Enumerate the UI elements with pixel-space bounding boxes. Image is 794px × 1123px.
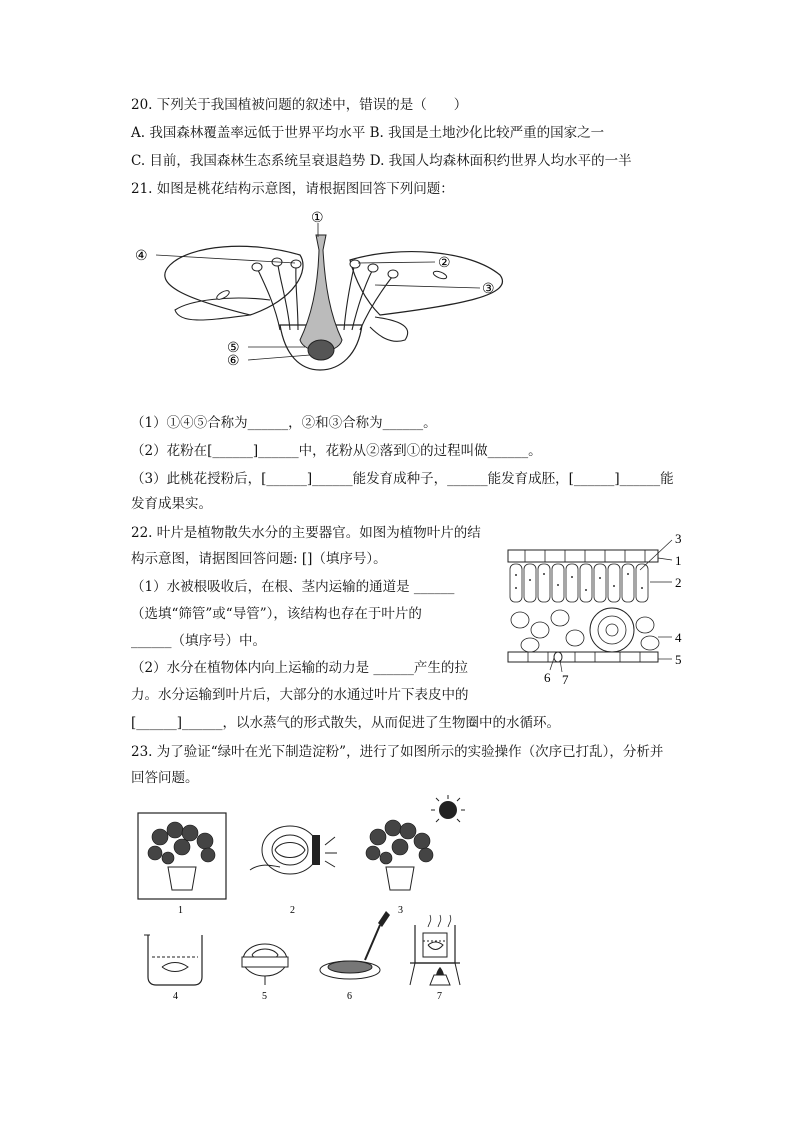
step-1-dark-plant (138, 813, 226, 916)
flower-label-4: ④ (135, 249, 148, 264)
sun-icon (439, 801, 457, 819)
q21-stem: 21. 如图是桃花结构示意图，请根据图回答下列问题： (131, 181, 454, 197)
step-label-3: 3 (398, 905, 403, 916)
step-4-beaker (144, 935, 202, 1002)
leaf-cross-section-diagram (500, 530, 700, 690)
q22-line7: 力。水分运输到叶片后，大部分的水通过叶片下表皮中的 (131, 687, 469, 703)
upper-epidermis (508, 550, 658, 562)
leaf-label-6: 6 (544, 670, 551, 685)
flower-label-3: ③ (482, 282, 495, 297)
sepal-right (370, 317, 408, 341)
q22-line8: [______]______，以水蒸气的形式散失，从而促进了生物圈中的水循环。 (131, 715, 561, 731)
q21-part1: （1）①④⑤合称为______，②和③合称为______。 (131, 415, 437, 431)
q23-line1: 23. 为了验证“绿叶在光下制造淀粉”，进行了如图所示的实验操作（次序已打乱），分析并 (131, 744, 664, 760)
leaf-label-2: 2 (675, 575, 682, 590)
step-label-7: 7 (437, 991, 442, 1002)
lower-epidermis (508, 652, 658, 662)
flower-label-1: ① (311, 211, 324, 226)
step-label-6: 6 (347, 991, 352, 1002)
q22-line5: ______（填序号）中。 (131, 633, 266, 649)
q20-stem: 20. 下列关于我国植被问题的叙述中，错误的是（ ） (131, 97, 468, 113)
q20-option-cd: C. 目前，我国森林生态系统呈衰退趋势 D. 我国人均森林面积约世界人均水平的一半 (131, 153, 632, 169)
pistil (300, 235, 342, 351)
step-3-sun-plant (366, 795, 465, 916)
anthers (215, 258, 447, 301)
flower-label-5: ⑤ (227, 341, 240, 356)
step-5-covered-leaf (242, 944, 288, 1002)
q20-option-ab: A. 我国森林覆盖率远低于世界平均水平 B. 我国是土地沙化比较严重的国家之一 (131, 125, 605, 141)
q21-part2: （2）花粉在[______]______中，花粉从②落到①的过程叫做______。 (131, 443, 542, 459)
leaf-label-4: 4 (675, 630, 682, 645)
leaf-label-1: 1 (675, 553, 682, 568)
leaf-label-7: 7 (562, 672, 569, 687)
step-label-5: 5 (262, 991, 267, 1002)
q22-line4: （选填“筛管”或“导管”），该结构也存在于叶片的 (131, 606, 422, 622)
stoma (554, 652, 562, 662)
step-2-cover-leaf (250, 826, 337, 916)
q21-part3: （3）此桃花授粉后，[______]______能发育成种子，______能发育成胚，[______]______能 (131, 471, 674, 487)
leaf-label-5: 5 (675, 652, 682, 667)
step-7-water-bath (410, 915, 460, 1002)
step-label-1: 1 (178, 905, 183, 916)
step-6-iodine-drop (320, 911, 390, 1002)
palisade-layer (510, 564, 648, 602)
petal-lower-left (175, 298, 270, 320)
leaf-label-3: 3 (675, 531, 682, 546)
flower-label-2: ② (438, 256, 451, 271)
vein (590, 608, 634, 652)
step-label-4: 4 (173, 991, 178, 1002)
q22-line6: （2）水分在植物体内向上运输的动力是 ______产生的拉 (131, 660, 468, 676)
ovule (308, 340, 334, 360)
q22-line3: （1）水被根吸收后，在根、茎内运输的通道是 ______ (131, 579, 455, 595)
experiment-steps-diagram (130, 795, 470, 1010)
q22-line2: 构示意图，请据图回答问题: []（填序号）。 (131, 551, 387, 567)
q21-part3-cont: 发育成果实。 (131, 496, 212, 512)
q22-line1: 22. 叶片是植物散失水分的主要器官。如图为植物叶片的结 (131, 525, 481, 541)
spongy-layer (511, 610, 659, 652)
q23-line2: 回答问题。 (131, 770, 199, 786)
flower-label-6: ⑥ (227, 354, 240, 369)
step-label-2: 2 (290, 905, 295, 916)
peach-flower-diagram (130, 205, 520, 375)
